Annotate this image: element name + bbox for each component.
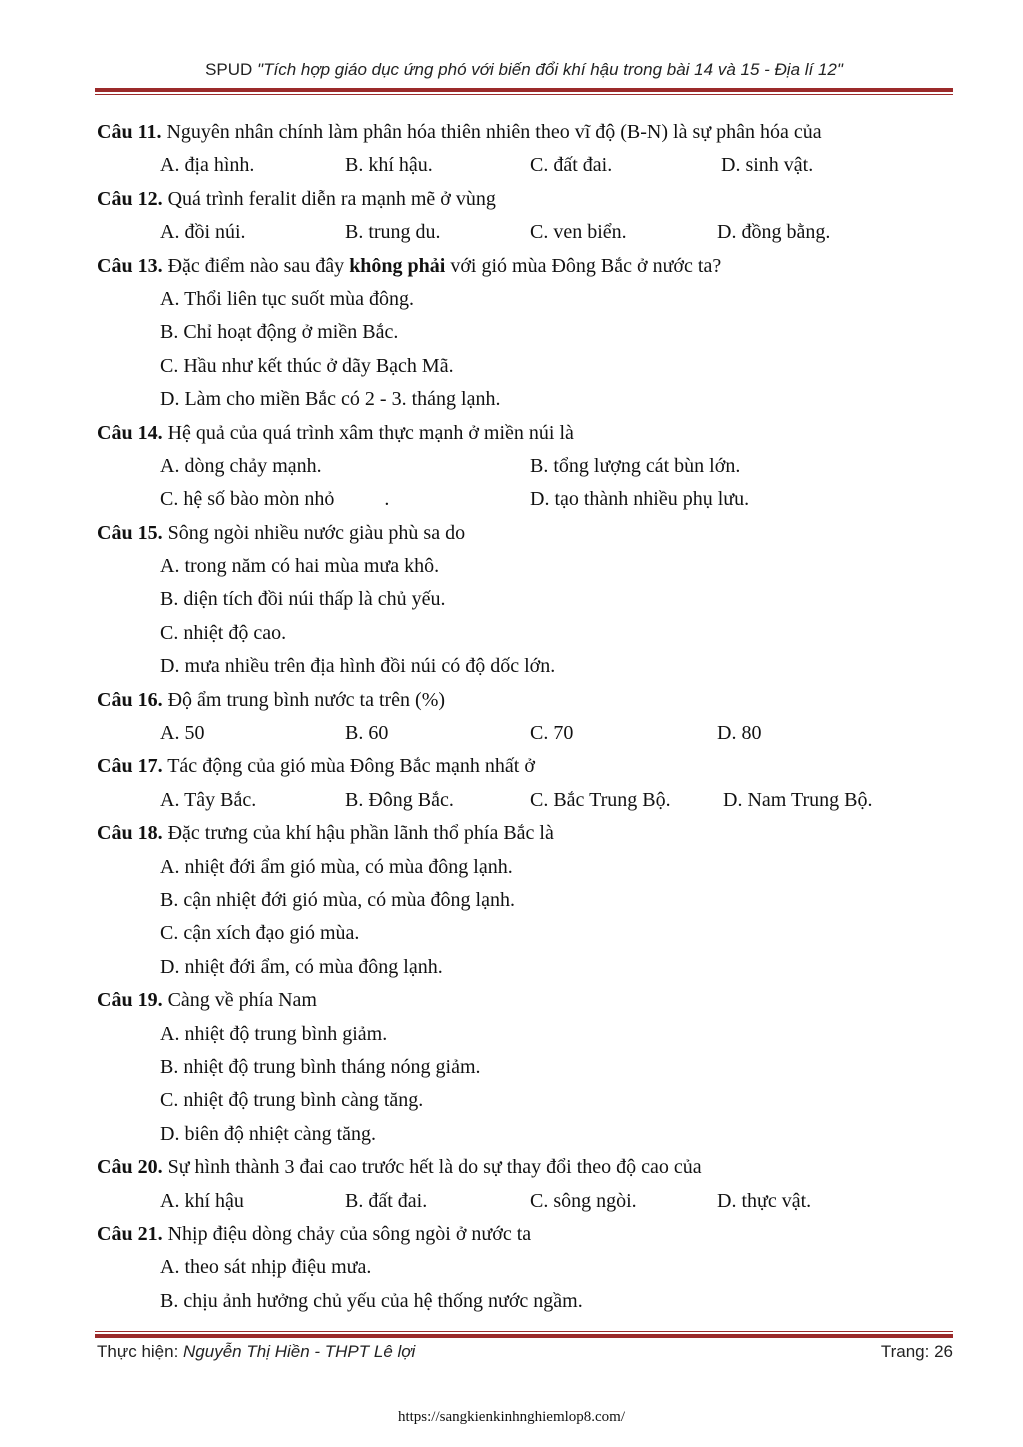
page-header (95, 60, 953, 80)
option-a: A. 50 (160, 722, 205, 745)
option-d: D. mưa nhiều trên địa hình đồi núi có độ dốc lớn. (160, 655, 556, 678)
question-20 (97, 1151, 957, 1184)
question-number: Câu 15. (97, 521, 163, 544)
question-number: Câu 16. (97, 688, 163, 711)
question-text: Hệ quả của quá trình xâm thực mạnh ở miền núi là (162, 421, 574, 444)
question-16 (97, 684, 957, 717)
options-row (97, 216, 957, 249)
option-a: A. đồi núi. (160, 221, 246, 244)
option-c: C. hệ số bào mòn nhỏ . (160, 488, 390, 511)
option-b: B. tổng lượng cát bùn lớn. (530, 454, 741, 477)
option-c: C. nhiệt độ trung bình càng tăng. (160, 1089, 424, 1112)
option-d: D. nhiệt đới ẩm, có mùa đông lạnh. (160, 955, 443, 978)
option-b: B. nhiệt độ trung bình tháng nóng giảm. (160, 1055, 481, 1078)
option-a: A. địa hình. (160, 154, 255, 177)
question-text: Sự hình thành 3 đai cao trước hết là do sự thay đổi theo độ cao của (162, 1156, 702, 1179)
option-a: A. nhiệt độ trung bình giảm. (160, 1022, 388, 1045)
question-number: Câu 18. (97, 822, 163, 845)
question-number: Câu 13. (97, 254, 163, 277)
question-text-bold: không phải (349, 254, 446, 277)
options-row (97, 483, 957, 516)
question-number: Câu 19. (97, 989, 163, 1012)
option-b: B. 60 (345, 722, 389, 745)
question-12 (97, 183, 957, 216)
option-c: C. sông ngòi. (530, 1189, 637, 1212)
options-row (97, 450, 957, 483)
option-b: B. trung du. (345, 221, 441, 244)
question-list (97, 116, 957, 1318)
option-c: C. Bắc Trung Bộ. (530, 788, 671, 811)
question-text: Sông ngòi nhiều nước giàu phù sa do (162, 521, 466, 544)
footer-author: Nguyễn Thị Hiền - THPT Lê lợi (183, 1342, 416, 1361)
option-b: B. khí hậu. (345, 154, 433, 177)
option-d: D. biên độ nhiệt càng tăng. (160, 1122, 377, 1145)
option-c: C. Hầu như kết thúc ở dãy Bạch Mã. (160, 354, 454, 377)
option-d: D. thực vật. (717, 1189, 812, 1212)
question-text: Tác động của gió mùa Đông Bắc mạnh nhất ở (162, 755, 535, 778)
header-rule (95, 88, 953, 95)
question-21 (97, 1218, 957, 1251)
question-number: Câu 11. (97, 121, 162, 143)
question-17 (97, 750, 957, 783)
question-text: Nhịp điệu dòng chảy của sông ngòi ở nước ta (162, 1222, 532, 1245)
question-text: Càng về phía Nam (162, 989, 317, 1012)
option-d: D. Làm cho miền Bắc có 2 - 3. tháng lạnh. (160, 388, 501, 411)
option-c: C. nhiệt độ cao. (160, 621, 287, 644)
question-19 (97, 984, 957, 1017)
options-row (97, 149, 957, 182)
question-number: Câu 17. (97, 755, 163, 778)
option-b: B. diện tích đồi núi thấp là chủ yếu. (160, 588, 446, 611)
question-13 (97, 250, 957, 283)
option-b: B. đất đai. (345, 1189, 428, 1212)
question-number: Câu 12. (97, 187, 163, 210)
question-text: với gió mùa Đông Bắc ở nước ta? (445, 254, 722, 277)
option-d: D. đồng bằng. (717, 221, 831, 244)
footer-rule (95, 1331, 953, 1338)
option-a: A. theo sát nhịp điệu mưa. (160, 1256, 372, 1279)
option-a: A. nhiệt đới ẩm gió mùa, có mùa đông lạnh. (160, 855, 513, 878)
option-d: D. Nam Trung Bộ. (723, 788, 873, 811)
footer-label: Thực hiện: (97, 1342, 184, 1361)
options-row (97, 784, 957, 817)
option-b: B. Chỉ hoạt động ở miền Bắc. (160, 321, 399, 344)
option-d: D. sinh vật. (721, 154, 814, 177)
option-b: B. Đông Bắc. (345, 788, 454, 811)
option-c: C. 70 (530, 722, 574, 745)
option-a: A. dòng chảy mạnh. (160, 454, 322, 477)
options-row (97, 717, 957, 750)
question-number: Câu 20. (97, 1156, 163, 1179)
question-text: Đặc điểm nào sau đây (162, 254, 350, 277)
question-11 (97, 116, 957, 149)
page-number: Trang: 26 (880, 1342, 953, 1361)
header-title: "Tích hợp giáo dục ứng phó với biến đổi khí hậu trong bài 14 và 15 - Địa lí 12" (257, 60, 843, 79)
option-d: D. tạo thành nhiều phụ lưu. (530, 488, 750, 511)
question-14 (97, 417, 957, 450)
options-row (97, 1185, 957, 1218)
source-url[interactable]: https://sangkienkinhnghiemlop8.com/ (397, 1409, 626, 1425)
question-text: Độ ẩm trung bình nước ta trên (%) (162, 688, 446, 711)
option-b: B. cận nhiệt đới gió mùa, có mùa đông lạnh. (160, 888, 515, 911)
option-d: D. 80 (717, 722, 762, 745)
option-c: C. ven biển. (530, 221, 627, 244)
option-a: A. trong năm có hai mùa mưa khô. (160, 555, 440, 578)
page-footer (97, 1342, 953, 1362)
option-a: A. Tây Bắc. (160, 788, 257, 811)
question-18 (97, 817, 957, 850)
question-text: Quá trình feralit diễn ra mạnh mẽ ở vùng (162, 187, 496, 210)
question-text: Đặc trưng của khí hậu phần lãnh thổ phía Bắc là (162, 822, 554, 845)
question-text: Nguyên nhân chính làm phân hóa thiên nhiên theo vĩ độ (B-N) là sự phân hóa của (161, 121, 822, 143)
option-a: A. khí hậu (160, 1189, 244, 1212)
option-b: B. chịu ảnh hưởng chủ yếu của hệ thống nước ngầm. (160, 1289, 583, 1312)
question-number: Câu 21. (97, 1222, 163, 1245)
option-c: C. cận xích đạo gió mùa. (160, 922, 360, 945)
option-c: C. đất đai. (530, 154, 613, 177)
question-number: Câu 14. (97, 421, 163, 444)
option-a: A. Thổi liên tục suốt mùa đông. (160, 287, 415, 310)
question-15 (97, 517, 957, 550)
header-prefix: SPUD (205, 60, 258, 79)
